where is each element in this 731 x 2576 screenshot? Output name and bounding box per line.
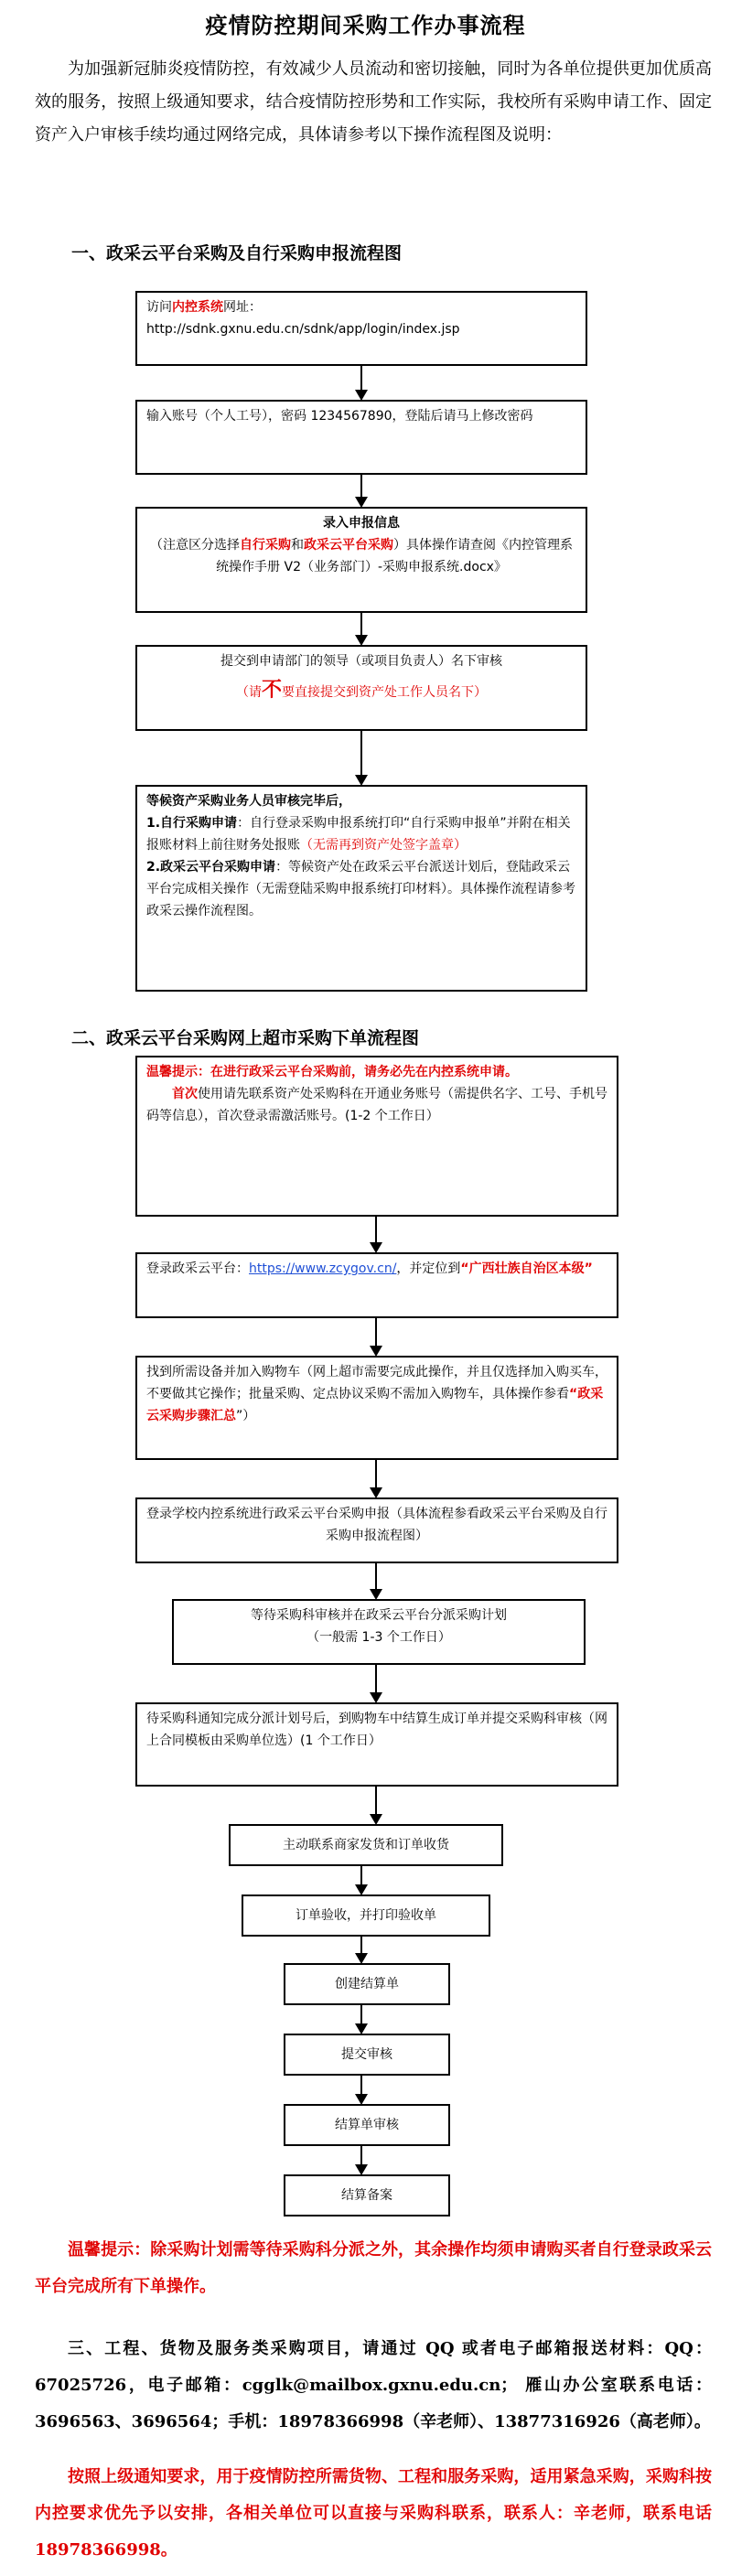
warm-tip-text: 温馨提示：在进行政采云平台采购前，请务必先在内控系统申请。 — [146, 1065, 518, 1079]
region-label: “广西壮族自治区本级” — [460, 1261, 593, 1276]
step-submit-line1: 提交到申请部门的领导（或项目负责人）名下审核 — [220, 654, 502, 669]
arrow-down-icon — [360, 2005, 362, 2033]
arrow-down-icon — [360, 366, 362, 399]
step-enter-title: 录入申报信息 — [323, 516, 400, 531]
step-warm-tip — [135, 1056, 618, 1217]
warm-notice: 温馨提示：除采购计划需等待采购科分派之外，其余操作均须申请购买者自行登录政采云平台完成所有下单操作。 — [35, 2240, 712, 2296]
arrow-down-icon — [375, 1563, 377, 1598]
step-after-review — [135, 785, 587, 992]
step-internal-apply: 登录学校内控系统进行政采云平台采购申报（具体流程参看政采云平台采购及自行采购申报流程图） — [135, 1497, 618, 1563]
steps-summary-label: “政采云采购步骤汇总 — [146, 1387, 604, 1423]
step-login — [135, 400, 587, 475]
zcy-purchase-item: 2.政采云平台采购申请：等候资产处在政采云平台派送计划后，登陆政采云平台完成相关操作（无需登陆采购申报系统打印材料）。具体操作流程请参考政采云操作流程图。 — [146, 860, 575, 918]
step-wait-assign: 等待采购科审核并在政采云平台分派采购计划 （一般需 1-3 个工作日） — [172, 1599, 586, 1665]
step-checkout: 待采购科通知完成分派计划号后，到购物车中结算生成订单并提交采购科审核（网上合同模板由采购单位选）(1 个工作日） — [135, 1702, 618, 1787]
internal-control-system-label: 内控系统 — [172, 300, 223, 315]
section-3-contact: 三、工程、货物及服务类采购项目，请通过 QQ 或者电子邮箱报送材料：QQ：67025726，电子邮箱：cgglk@mailbox.gxnu.edu.cn； 雁山办公室联系电话：3696563、3696564；手机：18978366998（辛老师）、13877316926（高老师）。 — [35, 2339, 712, 2431]
section-2-heading: 二、政采云平台采购网上超市采购下单流程图 — [71, 1028, 420, 1048]
arrow-down-icon — [375, 1665, 377, 1701]
step-enter-text-e: ）具体操作请查阅《内控管理系统操作手册 V2（业务部门）-采购申报系统.docx》 — [216, 538, 573, 574]
zcy-purchase-label: 政采云平台采购 — [304, 538, 393, 553]
step-login-text: 输入账号（个人工号），密码 1234567890，登陆后请马上修改密码 — [146, 409, 533, 424]
step-create-settlement: 创建结算单 — [284, 1963, 450, 2005]
step-settlement-review: 结算单审核 — [284, 2104, 450, 2146]
first-use-text: 首次使用请先联系资产处采购科在开通业务账号（需提供名字、工号、手机号码等信息），首次登录需激活账号。(1-2 个工作日） — [146, 1087, 607, 1123]
arrow-down-icon — [360, 2146, 362, 2174]
step-submit-review — [135, 645, 587, 731]
arrow-down-icon — [375, 1318, 377, 1355]
section-1-heading: 一、政采云平台采购及自行采购申报流程图 — [71, 243, 403, 263]
step-enter-text-a: （注意区分选择 — [150, 538, 240, 553]
self-purchase-item: 1.自行采购申请：自行登录采购申报系统打印“自行采购申报单”并附在相关报账材料上前往财务处报账（无需再到资产处签字盖章） — [146, 816, 571, 853]
zcy-url-link[interactable]: https://www.zcygov.cn/ — [249, 1261, 397, 1276]
step-submit-audit: 提交审核 — [284, 2034, 450, 2076]
step-settlement-filing: 结算备案 — [284, 2174, 450, 2216]
arrow-down-icon — [360, 1937, 362, 1962]
arrow-down-icon — [375, 1460, 377, 1497]
step-submit-warning: （请不要直接提交到资产处工作人员名下） — [235, 679, 487, 702]
step-login-zcy: 登录政采云平台：https://www.zcygov.cn/，并定位到“广西壮族自治区本级” — [135, 1252, 618, 1318]
intro-paragraph: 为加强新冠肺炎疫情防控，有效减少人员流动和密切接触，同时为各单位提供更加优质高效的服务，按照上级通知要求，结合疫情防控形势和工作实际，我校所有采购申请工作、固定资产入户审核手续均通过网络完成，具体请参考以下操作流程图及说明： — [35, 59, 712, 145]
arrow-down-icon — [360, 475, 362, 506]
step-visit-text-a: 访问 — [146, 300, 172, 315]
step-enter-text-c: 和 — [291, 538, 304, 553]
internal-control-url[interactable]: http://sdnk.gxnu.edu.cn/sdnk/app/login/index.jsp — [146, 322, 460, 337]
arrow-down-icon — [360, 2076, 362, 2103]
arrow-down-icon — [360, 613, 362, 644]
step-enter-application — [135, 507, 587, 613]
arrow-down-icon — [375, 1787, 377, 1823]
step-add-to-cart: 找到所需设备并加入购物车（网上超市需要完成此操作，并且仅选择加入购买车，不要做其它操作；批量采购、定点协议采购不需加入购物车，具体操作参看“政采云采购步骤汇总”） — [135, 1356, 618, 1460]
arrow-down-icon — [360, 1866, 362, 1894]
arrow-down-icon — [375, 1217, 377, 1251]
step-contact-merchant: 主动联系商家发货和订单收货 — [229, 1824, 503, 1866]
arrow-down-icon — [360, 731, 362, 784]
step-accept-order: 订单验收，并打印验收单 — [242, 1894, 490, 1937]
step-after-head: 等候资产采购业务人员审核完毕后， — [146, 794, 351, 809]
step-visit-text-c: 网址： — [223, 300, 262, 315]
step-visit-system — [135, 291, 587, 366]
final-notice: 按照上级通知要求，用于疫情防控所需货物、工程和服务采购，适用紧急采购，采购科按内控要求优先予以安排，各相关单位可以直接与采购科联系，联系人：辛老师，联系电话 18978366998。 — [35, 2467, 712, 2560]
self-purchase-label: 自行采购 — [240, 538, 291, 553]
page-title: 疫情防控期间采购工作办事流程 — [205, 12, 526, 38]
